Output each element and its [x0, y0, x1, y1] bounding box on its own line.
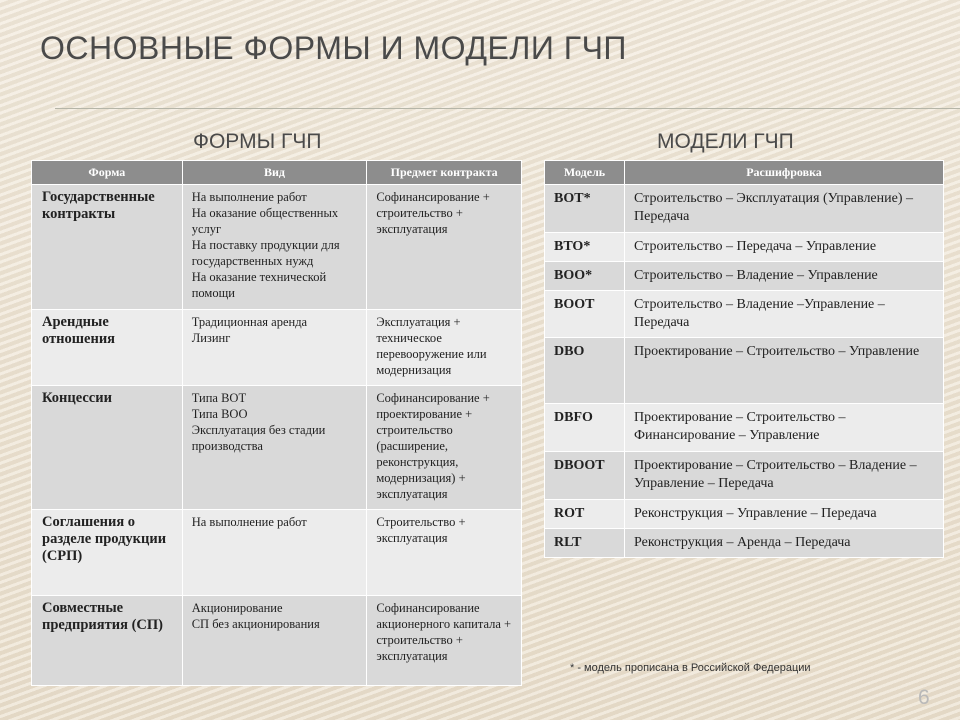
form-name: Концессии: [32, 386, 183, 510]
form-type-item: Эксплуатация без стадии производства: [191, 423, 326, 453]
form-type-item: Традиционная аренда: [191, 315, 308, 329]
model-meaning: Проектирование – Строительство – Финансирование – Управление: [625, 404, 944, 452]
models-row: [545, 500, 944, 529]
page-number: 6: [918, 686, 930, 709]
forms-row: [32, 386, 522, 510]
forms-col-header-subject: Предмет контракта: [367, 161, 522, 185]
models-row: [545, 529, 944, 558]
model-code: DBFO: [545, 404, 625, 452]
forms-row: [32, 596, 522, 686]
models-heading: МОДЕЛИ ГЧП: [657, 130, 794, 153]
form-type-item: Типа BOT: [191, 391, 247, 405]
forms-row: [32, 510, 522, 596]
form-subject: Софинансирование + проектирование + строительство (расширение, реконструкция, модернизация) + эксплуатация: [367, 386, 522, 510]
form-subject: Софинансирование + строительство + эксплуатация: [367, 185, 522, 310]
models-row: [545, 291, 944, 338]
models-table: [544, 160, 944, 558]
model-code: DBO: [545, 338, 625, 404]
form-type-item: СП без акционирования: [191, 617, 320, 631]
form-types: [182, 185, 367, 310]
model-code: RLT: [545, 529, 625, 558]
model-code: ROT: [545, 500, 625, 529]
form-types: [182, 386, 367, 510]
form-type-item: Акционирование: [191, 601, 283, 615]
forms-header-row: [32, 161, 522, 185]
models-col-header-meaning: Расшифровка: [625, 161, 944, 185]
form-type-item: Лизинг: [191, 331, 231, 345]
model-meaning: Строительство – Владение – Управление: [625, 262, 944, 291]
form-type-item: На выполнение работ: [191, 515, 307, 529]
model-meaning: Проектирование – Строительство – Управление: [625, 338, 944, 404]
model-meaning: Строительство – Эксплуатация (Управление) – Передача: [625, 185, 944, 233]
form-subject: Строительство + эксплуатация: [367, 510, 522, 596]
model-meaning: Строительство – Передача – Управление: [625, 233, 944, 262]
models-row: [545, 233, 944, 262]
form-name: Соглашения о разделе продукции (СРП): [32, 510, 183, 596]
model-meaning: Реконструкция – Аренда – Передача: [625, 529, 944, 558]
model-code: BOO*: [545, 262, 625, 291]
form-types: [182, 596, 367, 686]
model-code: DBOOT: [545, 452, 625, 500]
form-subject: Софинансирование акционерного капитала + строительство + эксплуатация: [367, 596, 522, 686]
model-code: BOOT: [545, 291, 625, 338]
model-code: BTO*: [545, 233, 625, 262]
form-types: [182, 510, 367, 596]
form-type-item: Типа BOO: [191, 407, 248, 421]
slide-title: ОСНОВНЫЕ ФОРМЫ И МОДЕЛИ ГЧП: [40, 30, 627, 66]
models-col-header-model: Модель: [545, 161, 625, 185]
form-types: [182, 310, 367, 386]
form-type-item: На оказание технической помощи: [191, 270, 327, 300]
models-row: [545, 404, 944, 452]
forms-heading: ФОРМЫ ГЧП: [193, 130, 322, 153]
form-type-item: На поставку продукции для государственных нужд: [191, 238, 340, 268]
form-name: Совместные предприятия (СП): [32, 596, 183, 686]
models-row: [545, 452, 944, 500]
model-meaning: Строительство – Владение –Управление – Передача: [625, 291, 944, 338]
models-row: [545, 338, 944, 404]
forms-col-header-form: Форма: [32, 161, 183, 185]
models-header-row: [545, 161, 944, 185]
form-subject: Эксплуатация + техническое перевооружение или модернизация: [367, 310, 522, 386]
model-code: BOT*: [545, 185, 625, 233]
models-row: [545, 185, 944, 233]
model-meaning: Реконструкция – Управление – Передача: [625, 500, 944, 529]
forms-col-header-type: Вид: [182, 161, 367, 185]
models-row: [545, 262, 944, 291]
forms-table: [31, 160, 522, 686]
form-name: Государственные контракты: [32, 185, 183, 310]
model-meaning: Проектирование – Строительство – Владение – Управление – Передача: [625, 452, 944, 500]
footnote: * - модель прописана в Российской Федерации: [570, 662, 811, 674]
forms-row: [32, 185, 522, 310]
form-type-item: На выполнение работ: [191, 190, 307, 204]
form-type-item: На оказание общественных услуг: [191, 206, 339, 236]
title-divider: [55, 108, 960, 109]
forms-row: [32, 310, 522, 386]
form-name: Арендные отношения: [32, 310, 183, 386]
